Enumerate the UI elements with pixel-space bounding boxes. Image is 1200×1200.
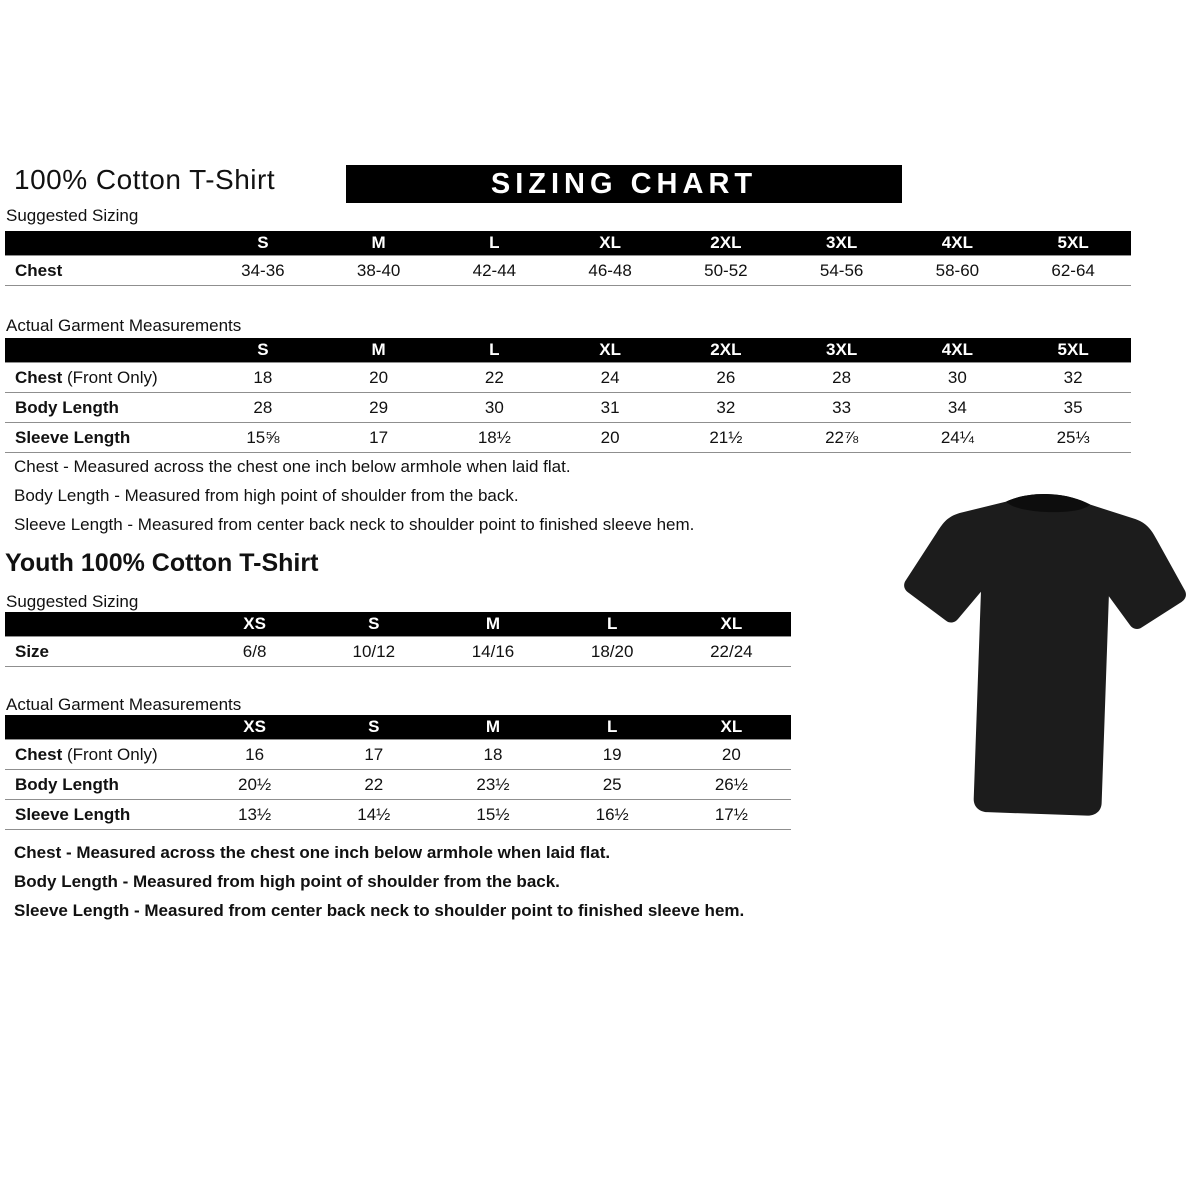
youth-actual-measurements-label: Actual Garment Measurements: [6, 695, 242, 714]
value-cell: 18: [483, 744, 503, 764]
value-cell: 22⅞: [825, 427, 859, 447]
row-label: Sleeve Length: [15, 427, 131, 447]
value-cell: 34-36: [241, 260, 285, 280]
sizing-chart-banner: SIZING CHART: [346, 165, 902, 203]
table-row: [5, 393, 1131, 423]
tshirt-body-shape: [896, 489, 1189, 819]
value-cell: 10/12: [352, 641, 396, 661]
value-cell: 17½: [714, 804, 748, 824]
youth-suggested-sizing-table: [5, 612, 791, 667]
table-row: [5, 770, 791, 800]
size-header-cell: XL: [552, 231, 668, 256]
table-row: [5, 800, 791, 830]
note-line: Body Length - Measured from high point of shoulder from the back.: [14, 872, 560, 891]
adult-suggested-sizing-table: [5, 231, 1131, 286]
note-line: Sleeve Length - Measured from center back neck to shoulder point to finished sleeve hem.: [14, 901, 745, 920]
table-row: [5, 256, 1131, 286]
value-cell: 18½: [477, 427, 511, 447]
size-header-cell: XL: [552, 338, 668, 363]
value-cell: 20½: [238, 774, 272, 794]
adult-section-title: 100% Cotton T-Shirt: [14, 164, 276, 195]
size-header-cell: S: [205, 231, 321, 256]
value-cell: 25: [602, 774, 622, 794]
size-header-cell: L: [553, 612, 672, 637]
size-header-cell: M: [321, 338, 437, 363]
size-header-cell: 5XL: [1015, 338, 1131, 363]
value-cell: 25⅓: [1056, 427, 1090, 447]
value-cell: 38-40: [356, 260, 401, 280]
row-label: Body Length: [15, 397, 119, 417]
table-row: [5, 423, 1131, 453]
value-cell: 32: [716, 397, 736, 417]
value-cell: 15½: [476, 804, 510, 824]
value-cell: 17: [364, 744, 384, 764]
value-cell: 54-56: [819, 260, 864, 280]
value-cell: 50-52: [704, 260, 748, 280]
value-cell: 30: [484, 397, 504, 417]
size-header-cell: S: [314, 715, 433, 740]
value-cell: 24¼: [940, 427, 974, 447]
value-cell: 26: [716, 367, 736, 387]
value-cell: 14½: [357, 804, 391, 824]
youth-actual-measurements-table: [5, 715, 791, 830]
row-label: Chest (Front Only): [15, 744, 158, 764]
size-header-cell: S: [314, 612, 433, 637]
value-cell: 22: [364, 774, 384, 794]
adult-measurement-notes: [14, 452, 694, 539]
size-header-cell: [5, 231, 205, 256]
note-line: Sleeve Length - Measured from center back neck to shoulder point to finished sleeve hem.: [14, 515, 695, 534]
size-header-cell: [5, 612, 195, 637]
row-label: Body Length: [15, 774, 119, 794]
adult-actual-measurements-label: Actual Garment Measurements: [6, 316, 242, 335]
size-header-cell: [5, 338, 205, 363]
size-header-cell: S: [205, 338, 321, 363]
value-cell: 31: [600, 397, 620, 417]
value-cell: 21½: [709, 427, 743, 447]
row-label: Chest: [15, 260, 63, 280]
size-header-cell: 4XL: [900, 338, 1016, 363]
value-cell: 13½: [238, 804, 272, 824]
value-cell: 20: [369, 367, 389, 387]
sizing-table: [5, 715, 791, 830]
note-line: Chest - Measured across the chest one inch below armhole when laid flat.: [14, 457, 571, 476]
table-row: [5, 637, 791, 667]
row-label: Sleeve Length: [15, 804, 131, 824]
value-cell: 32: [1063, 367, 1083, 387]
value-cell: 19: [602, 744, 622, 764]
value-cell: 62-64: [1051, 260, 1095, 280]
value-cell: 18/20: [590, 641, 634, 661]
size-header-cell: 3XL: [784, 231, 900, 256]
value-cell: 29: [369, 397, 389, 417]
value-cell: 28: [253, 397, 273, 417]
youth-measurement-notes: [14, 838, 744, 925]
size-header-cell: M: [321, 231, 437, 256]
size-header-cell: [5, 715, 195, 740]
value-cell: 18: [253, 367, 273, 387]
sizing-table: [5, 231, 1131, 286]
note-line: Body Length - Measured from high point of shoulder from the back.: [14, 486, 519, 505]
row-label: Size: [15, 641, 50, 661]
value-cell: 35: [1063, 397, 1083, 417]
table-row: [5, 363, 1131, 393]
sizing-table: [5, 612, 791, 667]
size-header-cell: XL: [672, 715, 791, 740]
value-cell: 22/24: [710, 641, 753, 661]
youth-section-title: Youth 100% Cotton T-Shirt: [5, 549, 319, 577]
value-cell: 15⅝: [246, 427, 280, 447]
value-cell: 16½: [595, 804, 629, 824]
size-header-cell: 3XL: [784, 338, 900, 363]
value-cell: 17: [369, 427, 389, 447]
size-header-cell: XL: [672, 612, 791, 637]
sizing-table: [5, 338, 1131, 453]
size-header-cell: M: [433, 612, 552, 637]
value-cell: 28: [832, 367, 852, 387]
adult-actual-measurements-table: [5, 338, 1131, 453]
value-cell: 58-60: [935, 260, 980, 280]
table-row: [5, 740, 791, 770]
value-cell: 22: [484, 367, 504, 387]
value-cell: 42-44: [472, 260, 517, 280]
size-header-cell: 2XL: [668, 338, 784, 363]
size-header-cell: 5XL: [1015, 231, 1131, 256]
size-header-cell: XS: [195, 715, 314, 740]
size-header-cell: XS: [195, 612, 314, 637]
value-cell: 14/16: [471, 641, 515, 661]
size-header-cell: L: [437, 338, 553, 363]
value-cell: 34: [947, 397, 967, 417]
value-cell: 33: [832, 397, 852, 417]
value-cell: 46-48: [588, 260, 632, 280]
value-cell: 20: [600, 427, 620, 447]
size-header-cell: M: [433, 715, 552, 740]
value-cell: 26½: [714, 774, 748, 794]
value-cell: 24: [600, 367, 620, 387]
row-label: Chest (Front Only): [15, 367, 158, 387]
size-header-cell: 2XL: [668, 231, 784, 256]
adult-suggested-sizing-label: Suggested Sizing: [6, 206, 139, 225]
black-tshirt-image: [887, 471, 1199, 826]
value-cell: 20: [721, 744, 741, 764]
size-header-cell: 4XL: [900, 231, 1016, 256]
value-cell: 23½: [476, 774, 510, 794]
youth-suggested-sizing-label: Suggested Sizing: [6, 592, 139, 611]
value-cell: 30: [947, 367, 967, 387]
value-cell: 6/8: [242, 641, 267, 661]
size-header-cell: L: [437, 231, 553, 256]
note-line: Chest - Measured across the chest one inch below armhole when laid flat.: [14, 843, 611, 862]
size-header-cell: L: [553, 715, 672, 740]
value-cell: 16: [245, 744, 265, 764]
